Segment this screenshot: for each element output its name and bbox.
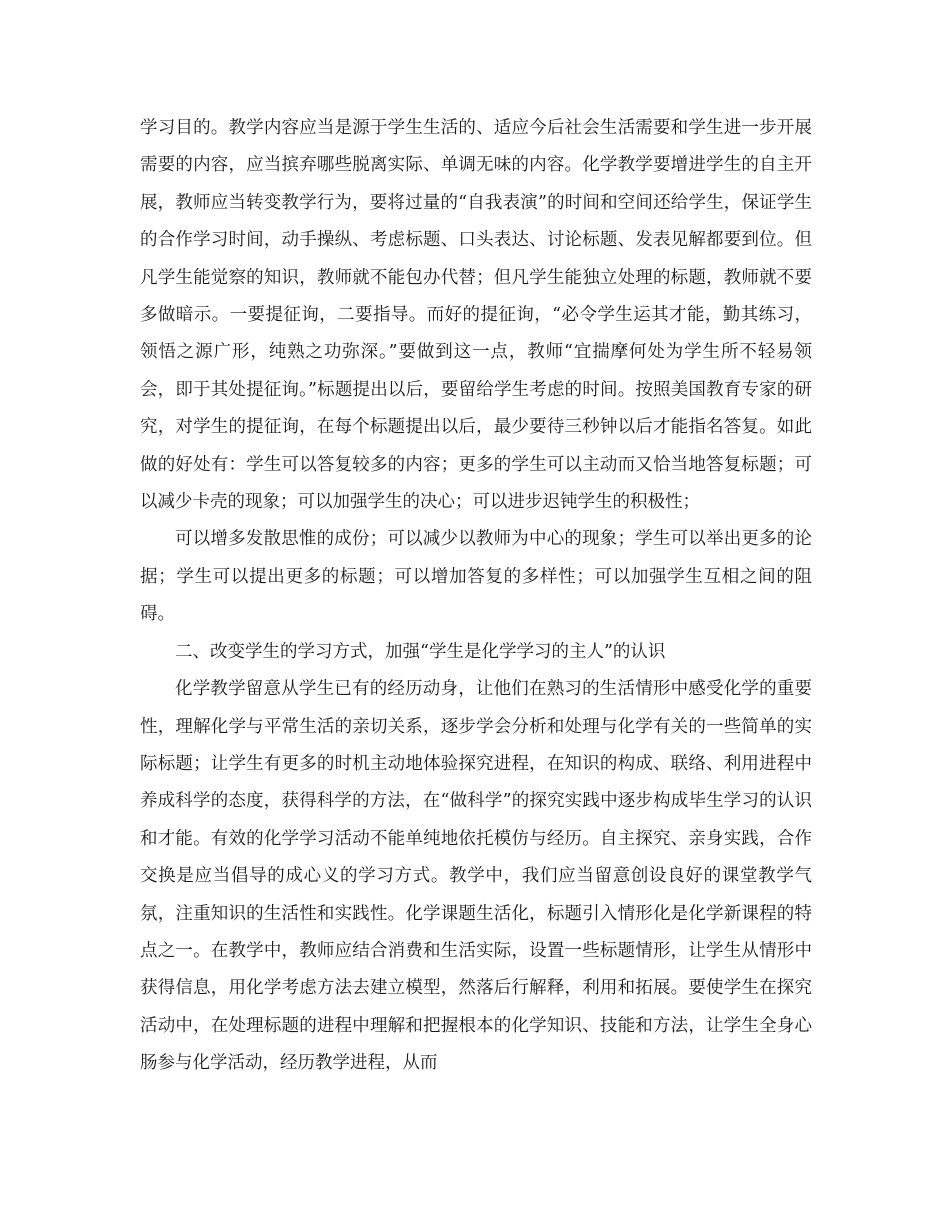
- paragraph: 可以增多发散思惟的成份；可以减少以教师为中心的现象；学生可以举出更多的论据；学生可以提出更多的标题；可以增加答复的多样性；可以加强学生互相之间的阻碍。: [140, 529, 812, 625]
- paragraph-continuation: 学习目的。教学内容应当是源于学生生活的、适应今后社会生活需要和学生进一步开展需要的内容，应当摈弃哪些脱离实际、单调无味的内容。化学教学要增进学生的自主开展，教师应当转变教学行为，要将过量的“自我表演”的时间和空间还给学生，保证学生的合作学习时间，动手操纵、考虑标题、口头表达、讨论标题、发表见解都要到位。但凡学生能觉察的知识，教师就不能包办代替；但凡学生能独立处理的标题，教师就不要多做暗示。一要提征询，二要指导。而好的提征询，“必令学生运其才能，勤其练习，领悟之源广形，纯熟之功弥深。”要做到这一点，教师“宜揣摩何处为学生所不轻易领会，即于其处提征询。”标题提出以后，要留给学生考虑的时间。按照美国教育专家的研究，对学生的提征询，在每个标题提出以后，最少要待三秒钟以后才能指名答复。如此做的好处有：学生可以答复较多的内容；更多的学生可以主动而又恰当地答复标题；可以减少卡壳的现象；可以加强学生的决心；可以进步迟钝学生的积极性；: [140, 118, 812, 513]
- paragraph: 化学教学留意从学生已有的经历动身，让他们在熟习的生活情形中感受化学的重要性，理解化学与平常生活的亲切关系，逐步学会分析和处理与化学有关的一些简单的实际标题；让学生有更多的时机主动地体验探究进程，在知识的构成、联络、利用进程中养成科学的态度，获得科学的方法，在“做科学”的探究实践中逐步构成毕生学习的认识和才能。有效的化学学习活动不能单纯地依托模仿与经历。自主探究、亲身实践，合作交换是应当倡导的成心义的学习方式。教学中，我们应当留意创设良好的课堂教学气氛，注重知识的生活性和实践性。化学课题生活化，标题引入情形化是化学新课程的特点之一。在教学中，教师应结合消费和生活实际，设置一些标题情形，让学生从情形中获得信息，用化学考虑方法去建立模型，然落后行解释，利用和拓展。要使学生在探究活动中，在处理标题的进程中理解和把握根本的化学知识、技能和方法，让学生全身心肠参与化学活动，经历教学进程，从而: [140, 679, 812, 1074]
- section-heading: 二、改变学生的学习方式，加强“学生是化学学习的主人”的认识: [175, 641, 666, 662]
- document-body: [140, 110, 812, 1083]
